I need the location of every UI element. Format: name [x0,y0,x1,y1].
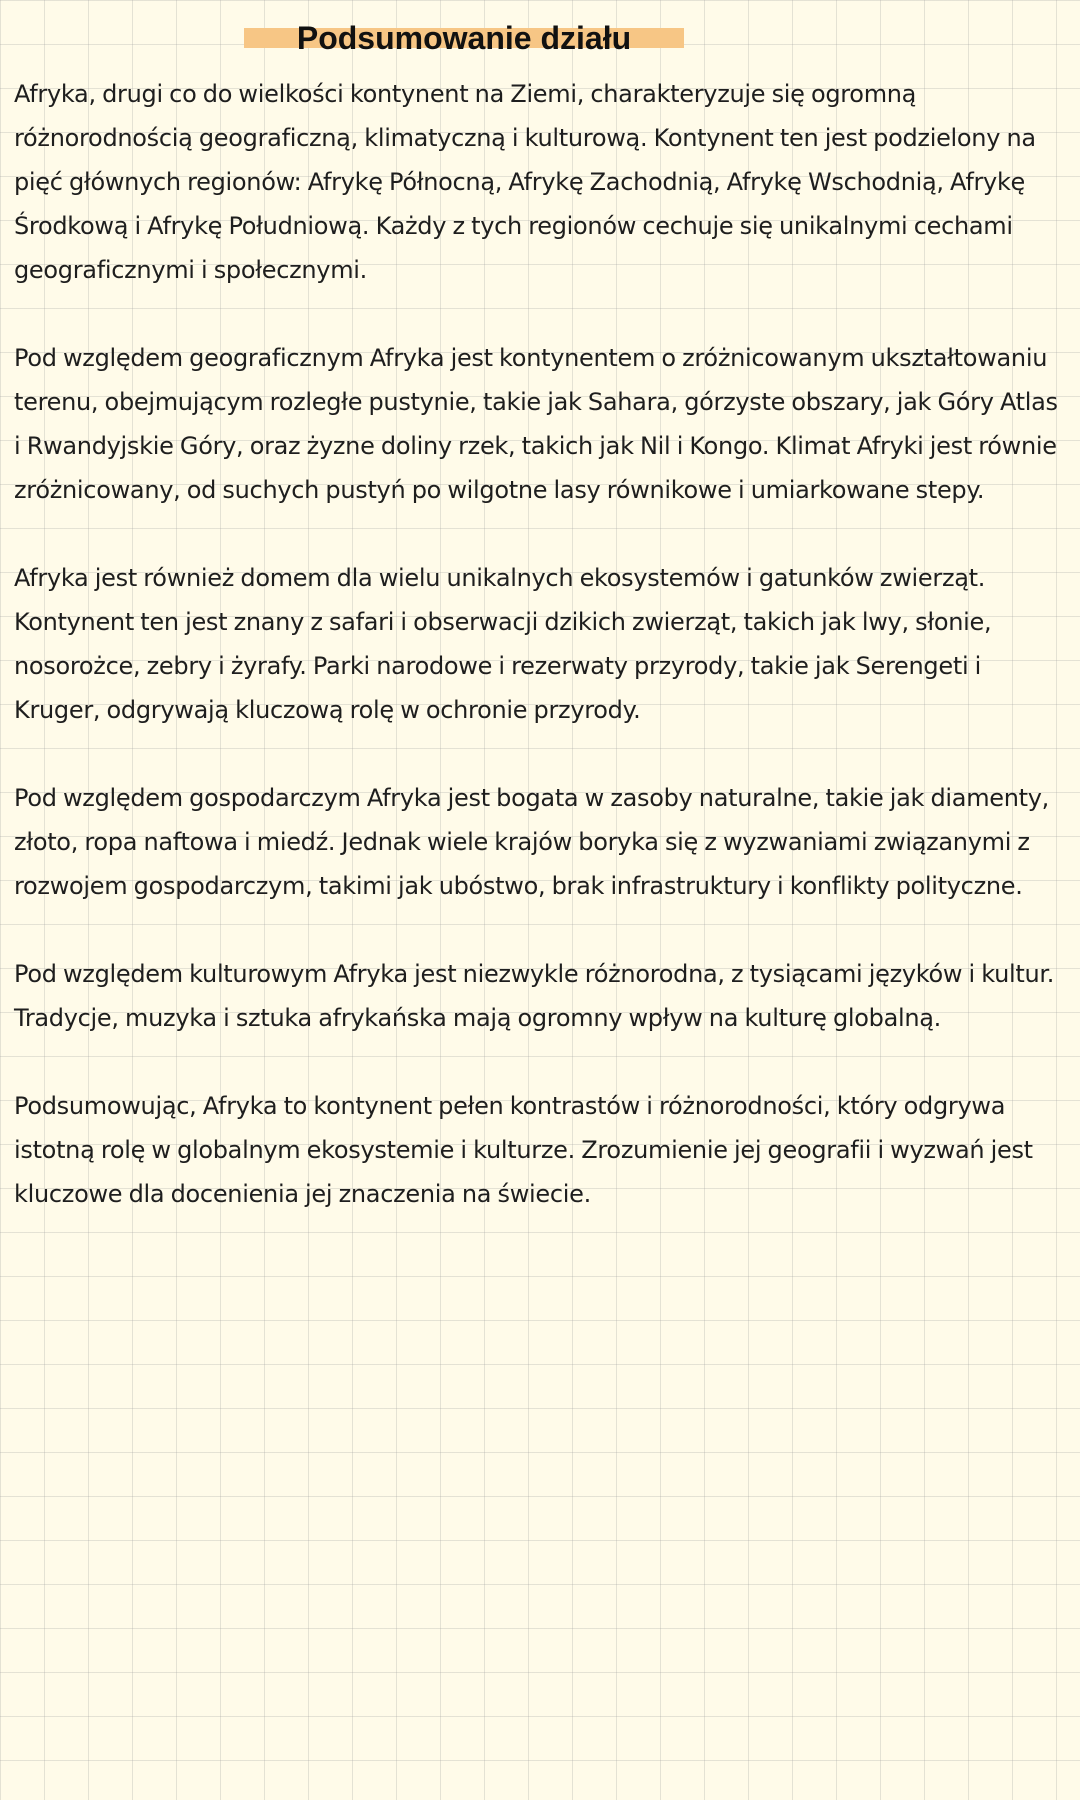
paragraph-ecosystems: Afryka jest również domem dla wielu unikalnych ekosystemów i gatunków zwierząt. Kontynent ten jest znany z safari i obserwacji dzikich zwierząt, takich jak lwy, słonie, nosorożce, zebry i żyrafy. Parki narodowe i rezerwaty przyrody, takie jak Serengeti i Kruger, odgrywają kluczową rolę w ochronie przyrody. [14,564,992,724]
paragraph-overview: Afryka, drugi co do wielkości kontynent na Ziemi, charakteryzuje się ogromną różnorodnością geograficzną, klimatyczną i kulturową. Kontynent ten jest podzielony na pięć głównych regionów: Afrykę Północną, Afrykę Zachodnią, Afrykę Wschodnią, Afrykę Środkową i Afrykę Południową. Każdy z tych regionów cechuje się unikalnymi cechami geograficznymi i społecznymi. [14,80,1036,284]
paragraph-economy: Pod względem gospodarczym Afryka jest bogata w zasoby naturalne, takie jak diamenty, złoto, ropa naftowa i miedź. Jednak wiele krajów boryka się z wyzwaniami związanymi z rozwojem gospodarczym, takimi jak ubóstwo, brak infrastruktury i konflikty polityczne. [14,784,1049,900]
paragraph-geography: Pod względem geograficznym Afryka jest kontynentem o zróżnicowanym ukształtowaniu terenu, obejmującym rozległe pustynie, takie jak Sahara, górzyste obszary, jak Góry Atlas i Rwandyjskie Góry, oraz żyzne doliny rzek, takich jak Nil i Kongo. Klimat Afryki jest równie zróżnicowany, od suchych pustyń po wilgotne lasy równikowe i umiarkowane stepy. [14,344,1058,504]
page-title: Podsumowanie działu [296,20,632,56]
title-block [244,18,684,58]
summary-content [14,72,1066,1260]
paragraph-culture: Pod względem kulturowym Afryka jest niezwykle różnorodna, z tysiącami języków i kultur. Tradycje, muzyka i sztuka afrykańska mają ogromny wpływ na kulturę globalną. [14,960,1055,1032]
paragraph-conclusion: Podsumowując, Afryka to kontynent pełen kontrastów i różnorodności, który odgrywa istotną rolę w globalnym ekosystemie i kulturze. Zrozumienie jej geografii i wyzwań jest kluczowe dla docenienia jej znaczenia na świecie. [14,1092,1033,1208]
